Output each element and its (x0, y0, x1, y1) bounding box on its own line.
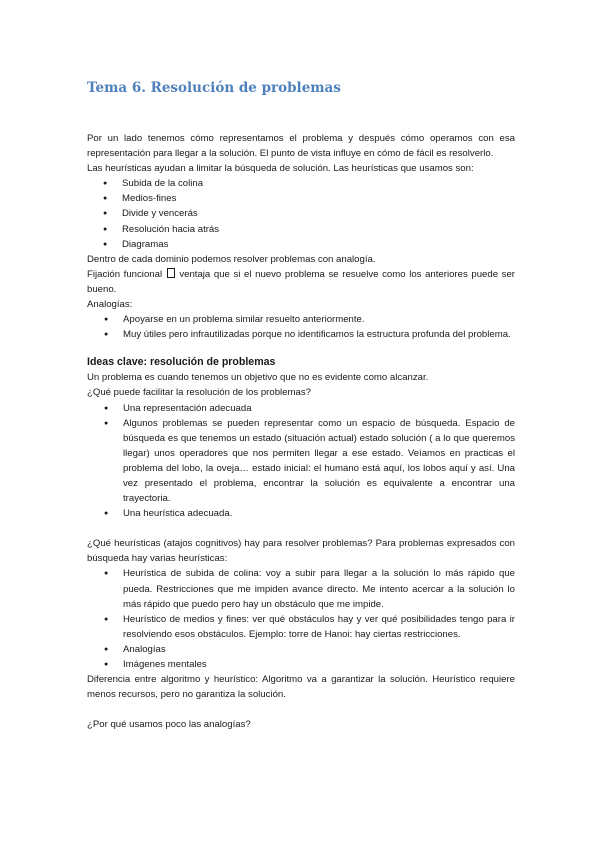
list-item: ● Heurística de subida de colina: voy a subir para llegar a la solución lo más rápido que pueda. Restricciones que me impiden avance directo. Me intento acercar a la solución lo más rápido que puedo pero hay un obstáculo que me impide. (87, 566, 515, 611)
intro-paragraph-analogy: Dentro de cada dominio podemos resolver problemas con analogía. (87, 253, 376, 265)
list-item: ● Muy útiles pero infrautilizadas porque no identificamos la estructura profunda del problema. (87, 327, 515, 342)
functional-fixation-label: Fijación funcional (87, 268, 163, 280)
list-item: ● Resolución hacia atrás (87, 222, 515, 237)
facilitators-list (87, 401, 515, 522)
section-heading-key-ideas: Ideas clave: resolución de problemas (87, 356, 276, 369)
intro-paragraph-functional-fixation (87, 267, 515, 297)
intro-paragraph-heuristics: Las heurísticas ayudan a limitar la búsqueda de solución. Las heurísticas que usamos son: (87, 163, 474, 175)
list-item: ● Divide y vencerás (87, 206, 515, 221)
list-item: ● Diagramas (87, 237, 515, 252)
paragraph-spacer (87, 702, 515, 717)
document-body (87, 131, 515, 732)
section-paragraph-question: ¿Qué puede facilitar la resolución de los problemas? (87, 387, 311, 399)
intro-paragraph-representation: Por un lado tenemos cómo representamos el problema y después cómo operamos con esa representación para llegar a la solución. El punto de vista influye en cómo de fácil es resolverlo. (87, 133, 515, 160)
list-item: ● Imágenes mentales (87, 657, 515, 672)
paragraph-spacer (87, 521, 515, 536)
list-item: ● Una representación adecuada (87, 401, 515, 416)
list-item: ● Subida de la colina (87, 176, 515, 191)
page-title: Tema 6. Resolución de problemas (87, 80, 341, 96)
section-paragraph-definition: Un problema es cuando tenemos un objetivo que no es evidente como alcanzar. (87, 372, 429, 384)
list-item: ● Heurístico de medios y fines: ver qué obstáculos hay y ver qué posibilidades tengo para ir resolviendo esos obstáculos. Ejemplo: torre de Hanoi: hay ciertas restricciones. (87, 612, 515, 642)
functional-fixation-text: ventaja que si el nuevo problema se resuelve como los anteriores puede ser bueno. (87, 268, 515, 295)
list-item: ● Medios-fines (87, 191, 515, 206)
analogies-list (87, 312, 515, 342)
heuristics-list (87, 176, 515, 251)
heuristic-types-list (87, 566, 515, 672)
list-item: ● Apoyarse en un problema similar resuelto anteriormente. (87, 312, 515, 327)
intro-paragraph-analogies-label: Analogías: (87, 299, 133, 311)
section-paragraph-heuristics-question: ¿Qué heurísticas (atajos cognitivos) hay para resolver problemas? Para problemas expresados con búsqueda hay varias heurísticas: (87, 538, 515, 565)
list-item: ● Una heurística adecuada. (87, 506, 515, 521)
arrow-placeholder-icon (167, 268, 175, 278)
section-paragraph-algorithm-vs-heuristic: Diferencia entre algoritmo y heurístico: Algoritmo va a garantizar la solución. Heurístico requiere menos recursos, pero no garantiza la solución. (87, 674, 515, 701)
list-item: ● Analogías (87, 642, 515, 657)
list-item: ● Algunos problemas se pueden representar como un espacio de búsqueda. Espacio de búsqueda es que tenemos un estado (situación actual) estado solución ( a lo que queremos llegar) unos operadores que nos permiten llegar a ese estado. Veíamos en practicas el problema del lobo, la oveja… estado inicial: el humano está aquí, los lobos aquí y así. Una vez presentado el problema, encontrar la solución es equivalente a encontrar una trayectoria. (87, 416, 515, 507)
section-paragraph-analogies-question: ¿Por qué usamos poco las analogías? (87, 719, 251, 731)
